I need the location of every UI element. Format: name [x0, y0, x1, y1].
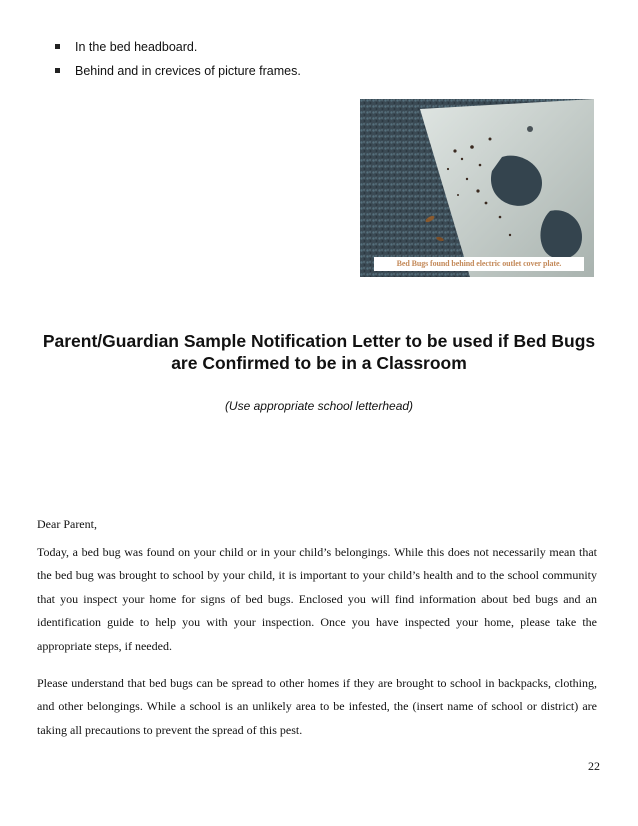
letter-paragraph-2: Please understand that bed bugs can be spread to other homes if they are brought to school in backpacks, clothing, and other belongings. While a school is an unlikely area to be infested, the (insert name of school or district) are taking all precautions to prevent the spread of this pest. [37, 676, 597, 737]
photo-caption: Bed Bugs found behind electric outlet cover plate. [374, 257, 584, 271]
page-number: 22 [588, 759, 600, 773]
bullet-list [55, 40, 301, 88]
list-item [55, 64, 301, 88]
square-bullet-icon [55, 44, 60, 49]
letterhead-note: (Use appropriate school letterhead) [224, 399, 414, 413]
greeting: Dear Parent, [37, 517, 97, 531]
list-item [55, 40, 301, 64]
list-item-text: In the bed headboard. [75, 40, 198, 54]
outlet-cover-image [360, 99, 594, 277]
square-bullet-icon [55, 68, 60, 73]
outlet-cover-photo [360, 99, 594, 277]
list-item-text: Behind and in crevices of picture frames. [75, 64, 301, 78]
letter-heading: Parent/Guardian Sample Notification Letter to be used if Bed Bugs are Confirmed to be in a Classroom [42, 331, 596, 373]
letter-paragraph-1: Today, a bed bug was found on your child or in your child’s belongings. While this does not necessarily mean that the bed bug was brought to school by your child, it is important to your child’s health and to the school community that you inspect your home for signs of bed bugs. Enclosed you will find information about bed bugs and an identification guide to help you with your inspection. Once you have inspected your home, please take the appropriate steps, if needed. [37, 545, 597, 653]
